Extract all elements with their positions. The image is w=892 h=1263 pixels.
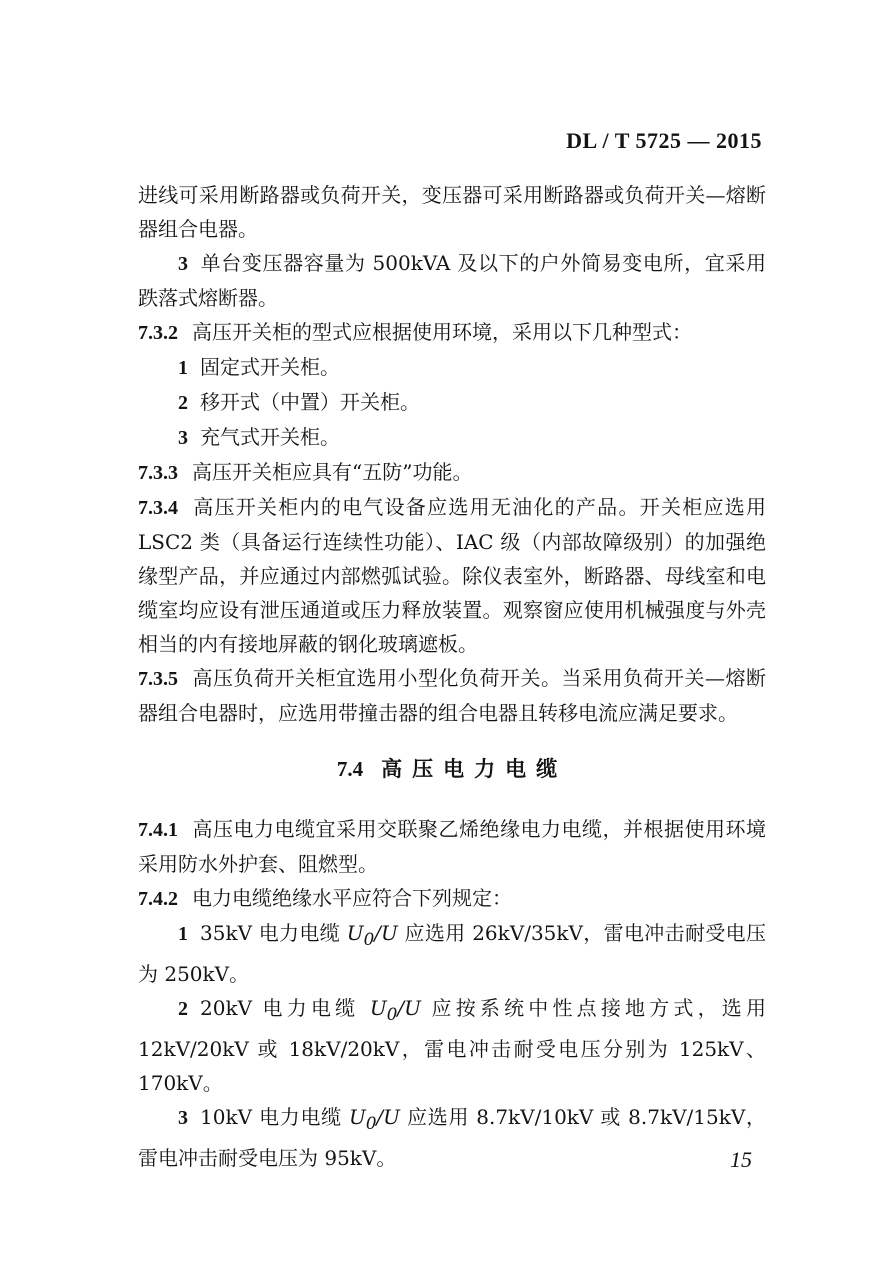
clause-7-3-5 <box>138 661 766 730</box>
item-text: 单台变压器容量为 500kVA 及以下的户外简易变电所，宜采用跌落式熔断器。 <box>138 251 766 310</box>
item-text: 移开式（中置）开关柜。 <box>200 390 420 414</box>
item-number: 2 <box>178 392 188 414</box>
section-heading <box>138 752 766 786</box>
clause-number: 7.4.1 <box>138 819 178 841</box>
clause-7-4-2 <box>138 881 766 916</box>
item-text-tail: 应选用 26kV/35kV，雷电冲击耐受电压为 250kV。 <box>138 921 766 986</box>
clause-7-3-3 <box>138 455 766 490</box>
clause-7-3-2 <box>138 315 766 350</box>
section-title-text: 高压电力电缆 <box>381 756 568 781</box>
item-number: 3 <box>178 1107 188 1129</box>
clause-text: 高压开关柜应具有“五防”功能。 <box>192 460 473 484</box>
standard-code-header: DL / T 5725 — 2015 <box>566 128 762 153</box>
item-number: 3 <box>178 253 188 275</box>
clause-number: 7.3.5 <box>138 668 178 690</box>
clause-7-3-4 <box>138 490 766 661</box>
item-text-tail: 应选用 8.7kV/10kV 或 8.7kV/15kV，雷电冲击耐受电压为 95kV。 <box>138 1105 767 1170</box>
u0-symbol: $U_0/U$ <box>348 1105 401 1133</box>
item-number: 1 <box>178 923 188 945</box>
clause-text: 高压开关柜的型式应根据使用环境，采用以下几种型式： <box>192 320 692 344</box>
document-body <box>138 178 766 1175</box>
item-text-tail: 应按系统中性点接地方式，选用 12kV/20kV 或 18kV/20kV，雷电冲击耐受电压分别为 125kV、170kV。 <box>138 996 767 1095</box>
item-text-lead: 10kV 电力电缆 <box>200 1105 349 1129</box>
clause-text: 电力电缆绝缘水平应符合下列规定： <box>192 886 512 910</box>
item-number: 2 <box>178 998 188 1020</box>
item-text: 充气式开关柜。 <box>200 425 340 449</box>
list-item <box>138 246 766 315</box>
clause-text: 高压开关柜内的电气设备应选用无油化的产品。开关柜应选用 LSC2 类（具备运行连续性功能）、IAC 级（内部故障级别）的加强绝缘型产品，并应通过内部燃弧试验。除仪表室外，断路器、母线室和电缆室均应设有泄压通道或压力释放装置。观察窗应使用机械强度与外壳相当的内有接地屏蔽的钢化玻璃遮板。 <box>138 495 766 656</box>
item-text: 固定式开关柜。 <box>200 355 340 379</box>
list-item <box>138 420 766 455</box>
list-item <box>138 991 766 1100</box>
clause-7-4-1 <box>138 812 766 881</box>
clause-number: 7.3.4 <box>138 497 178 519</box>
item-number: 3 <box>178 427 188 449</box>
list-item <box>138 916 766 991</box>
u0-symbol: $U_0/U$ <box>369 996 421 1024</box>
paragraph-continuation: 进线可采用断路器或负荷开关，变压器可采用断路器或负荷开关—熔断器组合电器。 <box>138 183 766 241</box>
clause-number: 7.3.3 <box>138 462 178 484</box>
item-number: 1 <box>178 357 188 379</box>
item-text-lead: 35kV 电力电缆 <box>200 921 347 945</box>
clause-number: 7.4.2 <box>138 888 178 910</box>
list-item <box>138 385 766 420</box>
clause-number: 7.3.2 <box>138 322 178 344</box>
u0-symbol: $U_0/U$ <box>346 921 398 949</box>
page-number: 15 <box>730 1147 752 1172</box>
clause-text: 高压负荷开关柜宜选用小型化负荷开关。当采用负荷开关—熔断器组合电器时，应选用带撞击器的组合电器且转移电流应满足要求。 <box>138 666 766 725</box>
section-number: 7.4 <box>336 757 364 781</box>
list-item <box>138 1100 766 1175</box>
clause-text: 高压电力电缆宜采用交联聚乙烯绝缘电力电缆，并根据使用环境采用防水外护套、阻燃型。 <box>138 817 766 876</box>
item-text-lead: 20kV 电力电缆 <box>200 996 370 1020</box>
list-item <box>138 350 766 385</box>
